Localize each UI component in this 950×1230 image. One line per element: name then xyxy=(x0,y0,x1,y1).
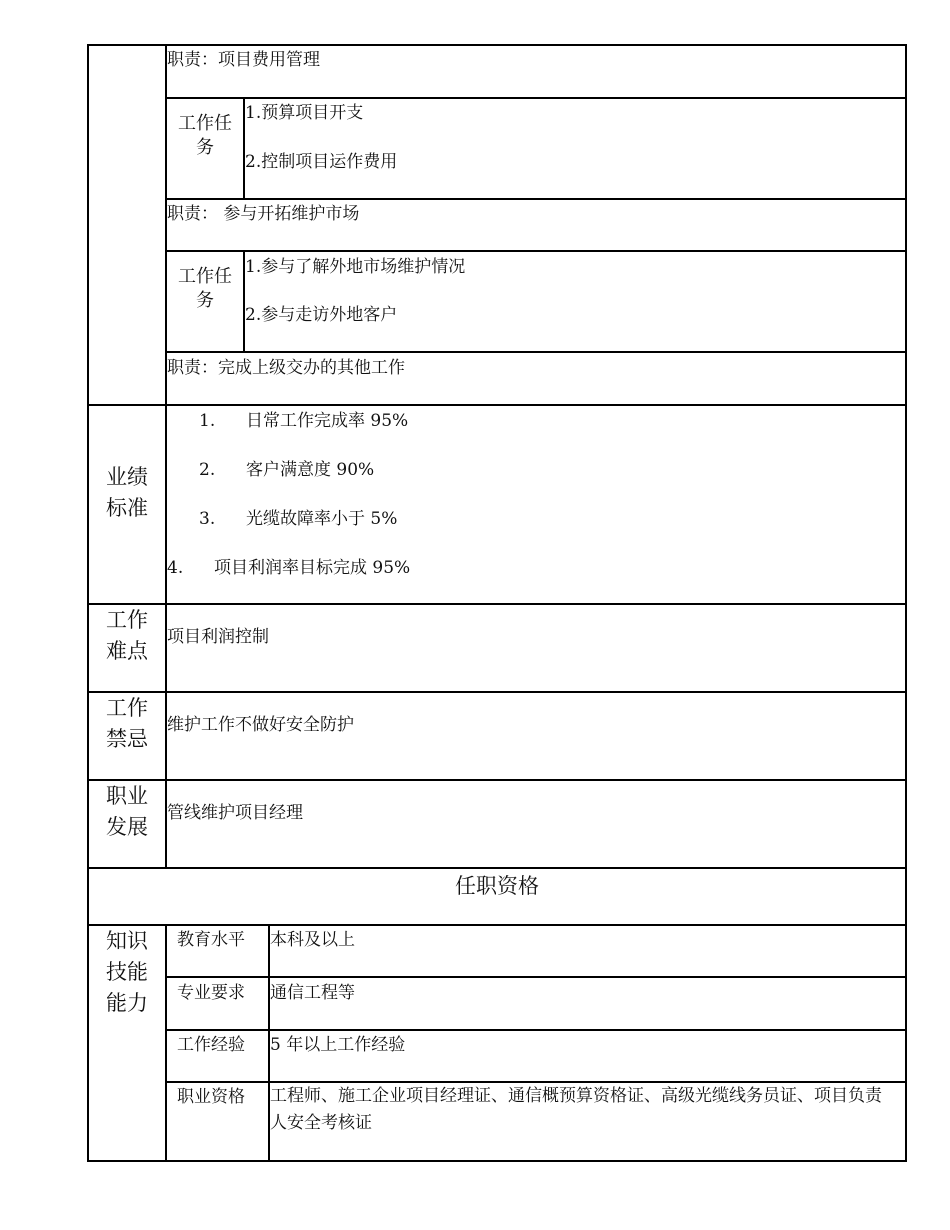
qual-value: 通信工程等 xyxy=(270,983,355,1003)
duty-title: 职责：项目费用管理 xyxy=(167,50,320,70)
table-border-right xyxy=(905,44,907,1161)
performance-item: 2. 客户满意度 90% xyxy=(199,460,375,480)
performance-item: 1. 日常工作完成率 95% xyxy=(199,411,409,431)
task-label: 工作任务 xyxy=(178,266,232,311)
row-divider xyxy=(87,867,907,869)
performance-item: 3. 光缆故障率小于 5% xyxy=(199,509,398,529)
taboo-label: 工作禁忌 xyxy=(106,696,148,751)
qual-key: 职业资格 xyxy=(177,1087,245,1107)
task-label: 工作任务 xyxy=(178,113,232,158)
row-divider xyxy=(87,924,907,926)
duty-title: 职责： 参与开拓维护市场 xyxy=(167,204,360,224)
career-label: 职业发展 xyxy=(106,784,148,839)
difficulty-label: 工作难点 xyxy=(106,608,148,663)
difficulty-text: 项目利润控制 xyxy=(167,627,269,647)
table-border-bottom xyxy=(87,1160,907,1162)
row-divider xyxy=(166,976,907,978)
career-text: 管线维护项目经理 xyxy=(167,803,303,823)
row-divider xyxy=(87,691,907,693)
row-divider xyxy=(166,351,907,353)
qual-value: 工程师、施工企业项目经理证、通信概预算资格证、高级光缆线务员证、项目负责人安全考核证 xyxy=(270,1086,882,1133)
row-divider xyxy=(87,779,907,781)
qualification-label: 知识技能能力 xyxy=(106,929,148,1015)
qualification-title: 任职资格 xyxy=(455,874,539,898)
performance-item: 4. 项目利润率目标完成 95% xyxy=(167,558,411,578)
row-divider xyxy=(166,198,907,200)
row-divider xyxy=(87,603,907,605)
qual-key: 工作经验 xyxy=(177,1035,245,1055)
qual-value: 5 年以上工作经验 xyxy=(270,1035,406,1055)
row-divider xyxy=(166,1029,907,1031)
performance-label: 业绩标准 xyxy=(106,465,148,520)
row-divider xyxy=(166,250,907,252)
table-border-top xyxy=(87,44,907,46)
task-item: 2.控制项目运作费用 xyxy=(245,152,398,172)
row-divider xyxy=(87,404,907,406)
qual-key: 专业要求 xyxy=(177,983,245,1003)
task-item: 1.参与了解外地市场维护情况 xyxy=(245,257,466,277)
qual-key: 教育水平 xyxy=(177,930,245,950)
task-item: 2.参与走访外地客户 xyxy=(245,305,398,325)
row-divider xyxy=(166,97,907,99)
qual-value: 本科及以上 xyxy=(270,930,355,950)
task-item: 1.预算项目开支 xyxy=(245,103,364,123)
taboo-text: 维护工作不做好安全防护 xyxy=(167,715,354,735)
duty-title: 职责：完成上级交办的其他工作 xyxy=(167,358,405,378)
